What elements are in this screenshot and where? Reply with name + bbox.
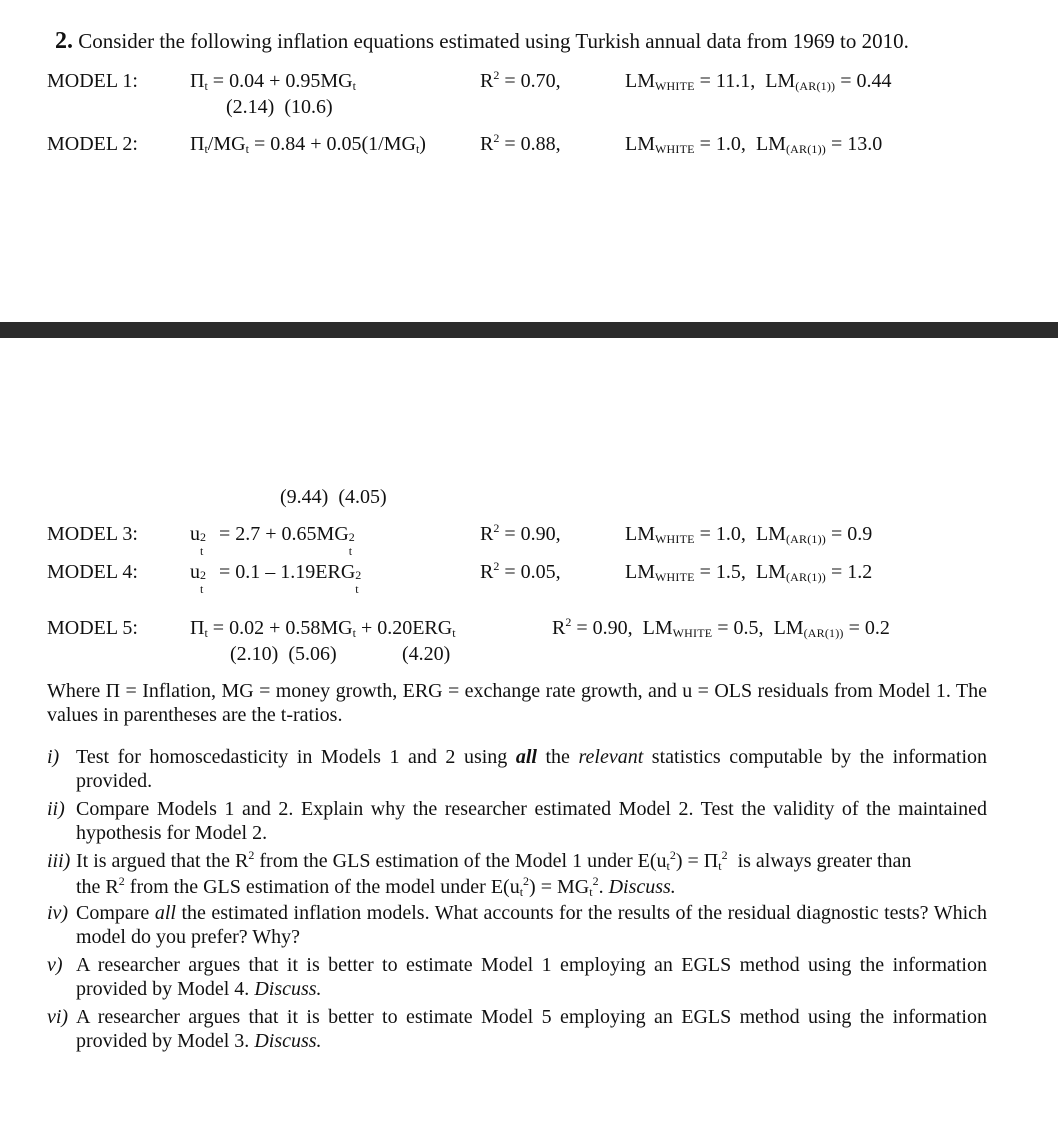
item-i-numeral: i) — [47, 746, 60, 768]
question-item-vi — [47, 1005, 987, 1052]
model-1-r2: $R^2 = 0.70$, — [480, 68, 561, 92]
model-3-lm-stats: LMWHITE = 1.0, LM(AR(1)) = 0.9 — [625, 523, 873, 546]
item-iv-numeral: iv) — [47, 902, 69, 924]
model-3-label: MODEL 3: — [47, 523, 138, 545]
model-4-lm-stats: LMWHITE = 1.5, LM(AR(1)) = 1.2 — [625, 561, 873, 584]
model-3-r2: $R^2 = 0.90$, — [480, 521, 561, 545]
item-iii-text: It is argued that the $R^2$ from the GLS estimation of the Model 1 under $E(ut^2) = \Pi t^2$ is always greater than the $R^2$ from the GLS estimation of the model under $E(ut^2) = MGt^2$. Discuss. — [76, 848, 912, 899]
model-3-equation: u 2 t = 2.7 + 0.65MG 2 t — [190, 523, 355, 558]
question-header — [55, 28, 909, 55]
model-4-r2: $R^2 = 0.05$, — [480, 559, 561, 583]
model-2-equation: Πt/MGt = 0.84 + 0.05(1/MGt) — [190, 133, 426, 156]
model-3-tratios: (9.44) (4.05) — [280, 486, 387, 508]
model-5-tratios-a: (2.10) (5.06) — [230, 643, 337, 665]
item-v-numeral: v) — [47, 954, 63, 976]
item-vi-numeral: vi) — [47, 1006, 69, 1028]
question-item-v — [47, 953, 987, 1000]
item-ii-numeral: ii) — [47, 798, 65, 820]
item-iii-numeral: iii) — [47, 850, 71, 872]
definitions-paragraph: Where Π = Inflation, MG = money growth, ERG = exchange rate growth, and u = OLS residuals from Model 1. The values in parentheses are the t-ratios. — [47, 680, 987, 726]
model-1-lm-stats: LMWHITE = 11.1, LM(AR(1)) = 0.44 — [625, 70, 892, 93]
model-2-r2: $R^2 = 0.88$, — [480, 131, 561, 155]
item-ii-text: Compare Models 1 and 2. Explain why the researcher estimated Model 2. Test the validity of the maintained hypothesis for Model 2. — [76, 798, 987, 844]
model-1-label: MODEL 1: — [47, 70, 138, 92]
question-intro: Consider the following inflation equations estimated using Turkish annual data from 1969 to 2010. — [78, 29, 909, 53]
model-5-tratios-b: (4.20) — [402, 643, 451, 665]
model-1-equation: Πt = 0.04 + 0.95MGt — [190, 70, 356, 93]
model-5-stats: $R^2 = 0.90$, LMWHITE = 0.5, LM(AR(1)) = 0.2 — [552, 615, 890, 640]
item-v-text: A researcher argues that it is better to estimate Model 1 employing an EGLS method using the information provided by Model 4. Discuss. — [76, 954, 987, 1000]
model-2-lm-stats: LMWHITE = 1.0, LM(AR(1)) = 13.0 — [625, 133, 883, 156]
question-item-ii — [47, 797, 987, 844]
item-iv-text: Compare all the estimated inflation models. What accounts for the results of the residual diagnostic tests? Which model do you prefer? Why? — [76, 902, 988, 948]
item-i-text: Test for homoscedasticity in Models 1 and 2 using all the relevant statistics computable by the information provided. — [76, 746, 987, 792]
question-number: 2. — [55, 28, 73, 54]
page-separator — [0, 322, 1058, 338]
item-vi-text: A researcher argues that it is better to estimate Model 5 employing an EGLS method using the information provided by Model 3. Discuss. — [76, 1006, 987, 1052]
model-4-label: MODEL 4: — [47, 561, 138, 583]
question-item-i — [47, 745, 987, 792]
model-5-equation: Πt = 0.02 + 0.58MGt + 0.20ERGt — [190, 617, 456, 640]
model-1-tratios: (2.14) (10.6) — [226, 96, 333, 118]
model-2-label: MODEL 2: — [47, 133, 138, 155]
model-4-equation: u 2 t = 0.1 – 1.19ERG 2 t — [190, 561, 362, 596]
model-5-label: MODEL 5: — [47, 617, 138, 639]
question-item-iv — [47, 901, 988, 948]
question-item-iii — [47, 848, 987, 899]
